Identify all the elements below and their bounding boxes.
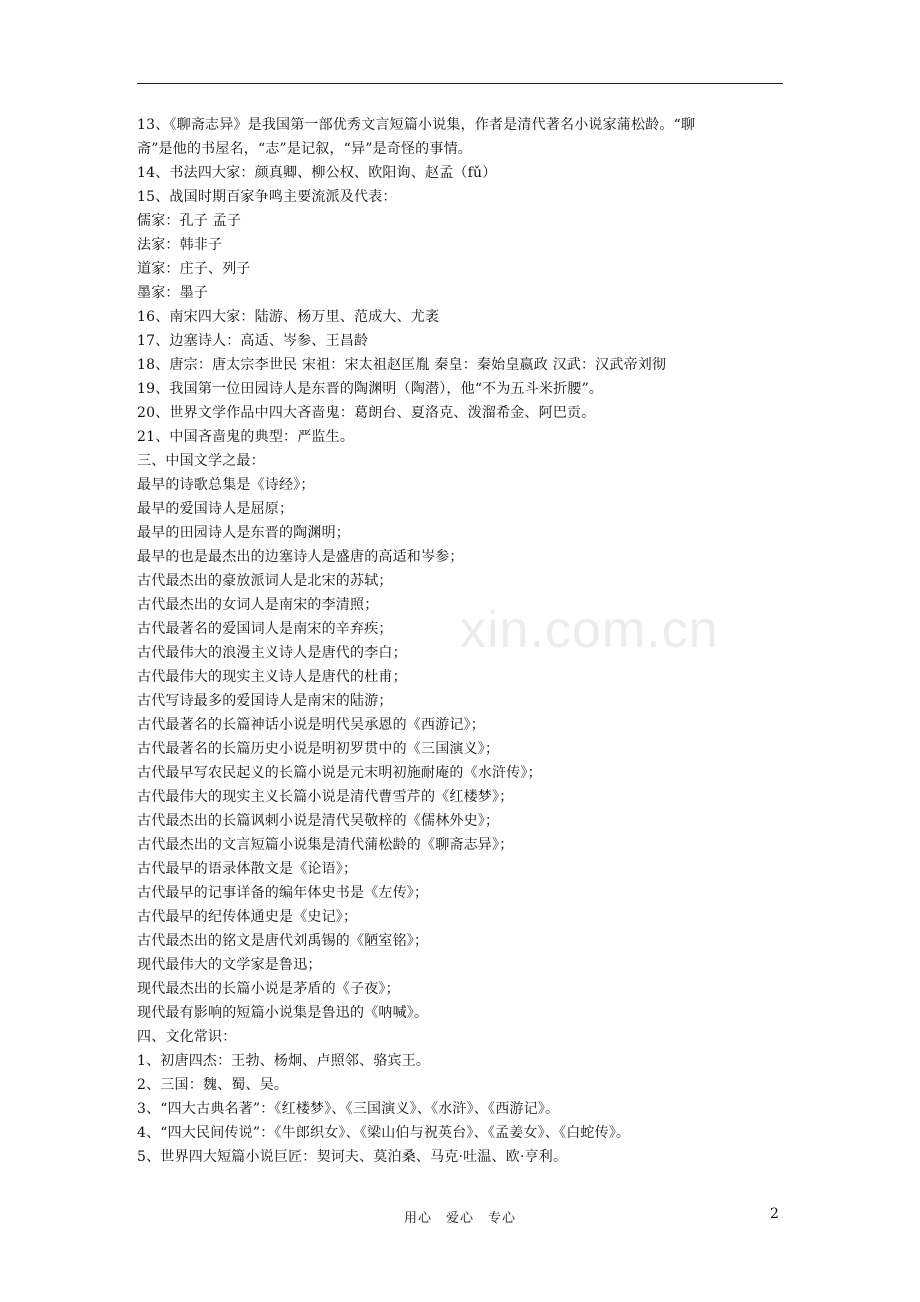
text-line: 2、三国：魏、蜀、吴。 <box>137 1077 289 1093</box>
text-line: 古代最杰出的长篇讽刺小说是清代吴敬梓的《儒林外史》； <box>137 813 500 829</box>
footer-text: 用心 爱心 专心 <box>403 1211 516 1226</box>
text-line: 古代最杰出的豪放派词人是北宋的苏轼； <box>137 573 393 589</box>
text-line: 三、中国文学之最： <box>137 453 265 469</box>
text-line: 道家：庄子、列子 <box>137 261 251 277</box>
text-line: 14、书法四大家：颜真卿、柳公权、欧阳询、赵孟（fǔ） <box>137 165 497 181</box>
text-line: 现代最杰出的长篇小说是茅盾的《子夜》； <box>137 981 400 997</box>
text-line: 斋”是他的书屋名，“志”是记叙，“异”是奇怪的事情。 <box>137 141 472 157</box>
text-line: 最早的诗歌总集是《诗经》； <box>137 477 315 493</box>
text-line: 古代最早的纪传体通史是《史记》； <box>137 909 358 925</box>
text-line: 最早的也是最杰出的边塞诗人是盛唐的高适和岑参； <box>137 549 464 565</box>
document-body <box>137 113 797 1169</box>
text-line: 15、战国时期百家争鸣主要流派及代表： <box>137 189 397 205</box>
text-line: 13、《聊斋志异》是我国第一部优秀文言短篇小说集，作者是清代著名小说家蒲松龄。“聊 <box>137 117 696 133</box>
text-line: 1、初唐四杰：王勃、杨炯、卢照邻、骆宾王。 <box>137 1053 431 1069</box>
text-line: 古代写诗最多的爱国诗人是南宋的陆游； <box>137 693 393 709</box>
text-line: 古代最著名的爱国词人是南宋的辛弃疾； <box>137 621 393 637</box>
text-line: 儒家：孔子 孟子 <box>137 213 242 229</box>
text-line: 21、中国吝啬鬼的典型：严监生。 <box>137 429 355 445</box>
text-line: 17、边塞诗人：高适、岑参、王昌龄 <box>137 333 369 349</box>
text-line: 4、“四大民间传说”：《牛郎织女》、《梁山伯与祝英台》、《孟姜女》、《白蛇传》。 <box>137 1125 631 1141</box>
text-line: 古代最伟大的现实主义诗人是唐代的杜甫； <box>137 669 407 685</box>
watermark: xin.com.cn <box>460 601 719 659</box>
text-line: 四、文化常识： <box>137 1029 237 1045</box>
text-line: 现代最伟大的文学家是鲁迅； <box>137 957 322 973</box>
text-line: 古代最杰出的铭文是唐代刘禹锡的《陋室铭》； <box>137 933 429 949</box>
text-line: 3、“四大古典名著”：《红楼梦》、《三国演义》、《水浒》、《西游记》。 <box>137 1101 560 1117</box>
text-line: 现代最有影响的短篇小说集是鲁迅的《呐喊》。 <box>137 1005 429 1021</box>
text-line: 古代最早的记事详备的编年体史书是《左传》； <box>137 885 429 901</box>
text-line: 古代最早的语录体散文是《论语》； <box>137 861 358 877</box>
text-line: 古代最早写农民起义的长篇小说是元末明初施耐庵的《水浒传》； <box>137 765 542 781</box>
text-line: 古代最杰出的文言短篇小说集是清代蒲松龄的《聊斋志异》； <box>137 837 514 853</box>
text-line: 古代最著名的长篇历史小说是明初罗贯中的《三国演义》； <box>137 741 500 757</box>
text-line: 20、世界文学作品中四大吝啬鬼：葛朗台、夏洛克、泼溜希金、阿巴贡。 <box>137 405 596 421</box>
text-line: 墨家：墨子 <box>137 285 208 301</box>
text-line: 古代最著名的长篇神话小说是明代吴承恩的《西游记》； <box>137 717 485 733</box>
text-line: 18、唐宗：唐太宗李世民 宋祖：宋太祖赵匡胤 秦皇：秦始皇嬴政 汉武：汉武帝刘彻 <box>137 357 667 373</box>
text-line: 古代最伟大的浪漫主义诗人是唐代的李白； <box>137 645 407 661</box>
text-line: 古代最杰出的女词人是南宋的李清照； <box>137 597 379 613</box>
page-number: 2 <box>770 1206 779 1222</box>
text-line: 5、世界四大短篇小说巨匠：契诃夫、莫泊桑、马克·吐温、欧·亨利。 <box>137 1149 568 1165</box>
text-line: 19、我国第一位田园诗人是东晋的陶渊明（陶潜），他“不为五斗米折腰”。 <box>137 381 604 397</box>
text-line: 古代最伟大的现实主义长篇小说是清代曹雪芹的《红楼梦》； <box>137 789 514 805</box>
text-line: 最早的田园诗人是东晋的陶渊明； <box>137 525 350 541</box>
header-rule <box>137 83 783 84</box>
text-line: 16、南宋四大家：陆游、杨万里、范成大、尤袤 <box>137 309 440 325</box>
text-line: 最早的爱国诗人是屈原； <box>137 501 294 517</box>
text-line: 法家：韩非子 <box>137 237 223 253</box>
